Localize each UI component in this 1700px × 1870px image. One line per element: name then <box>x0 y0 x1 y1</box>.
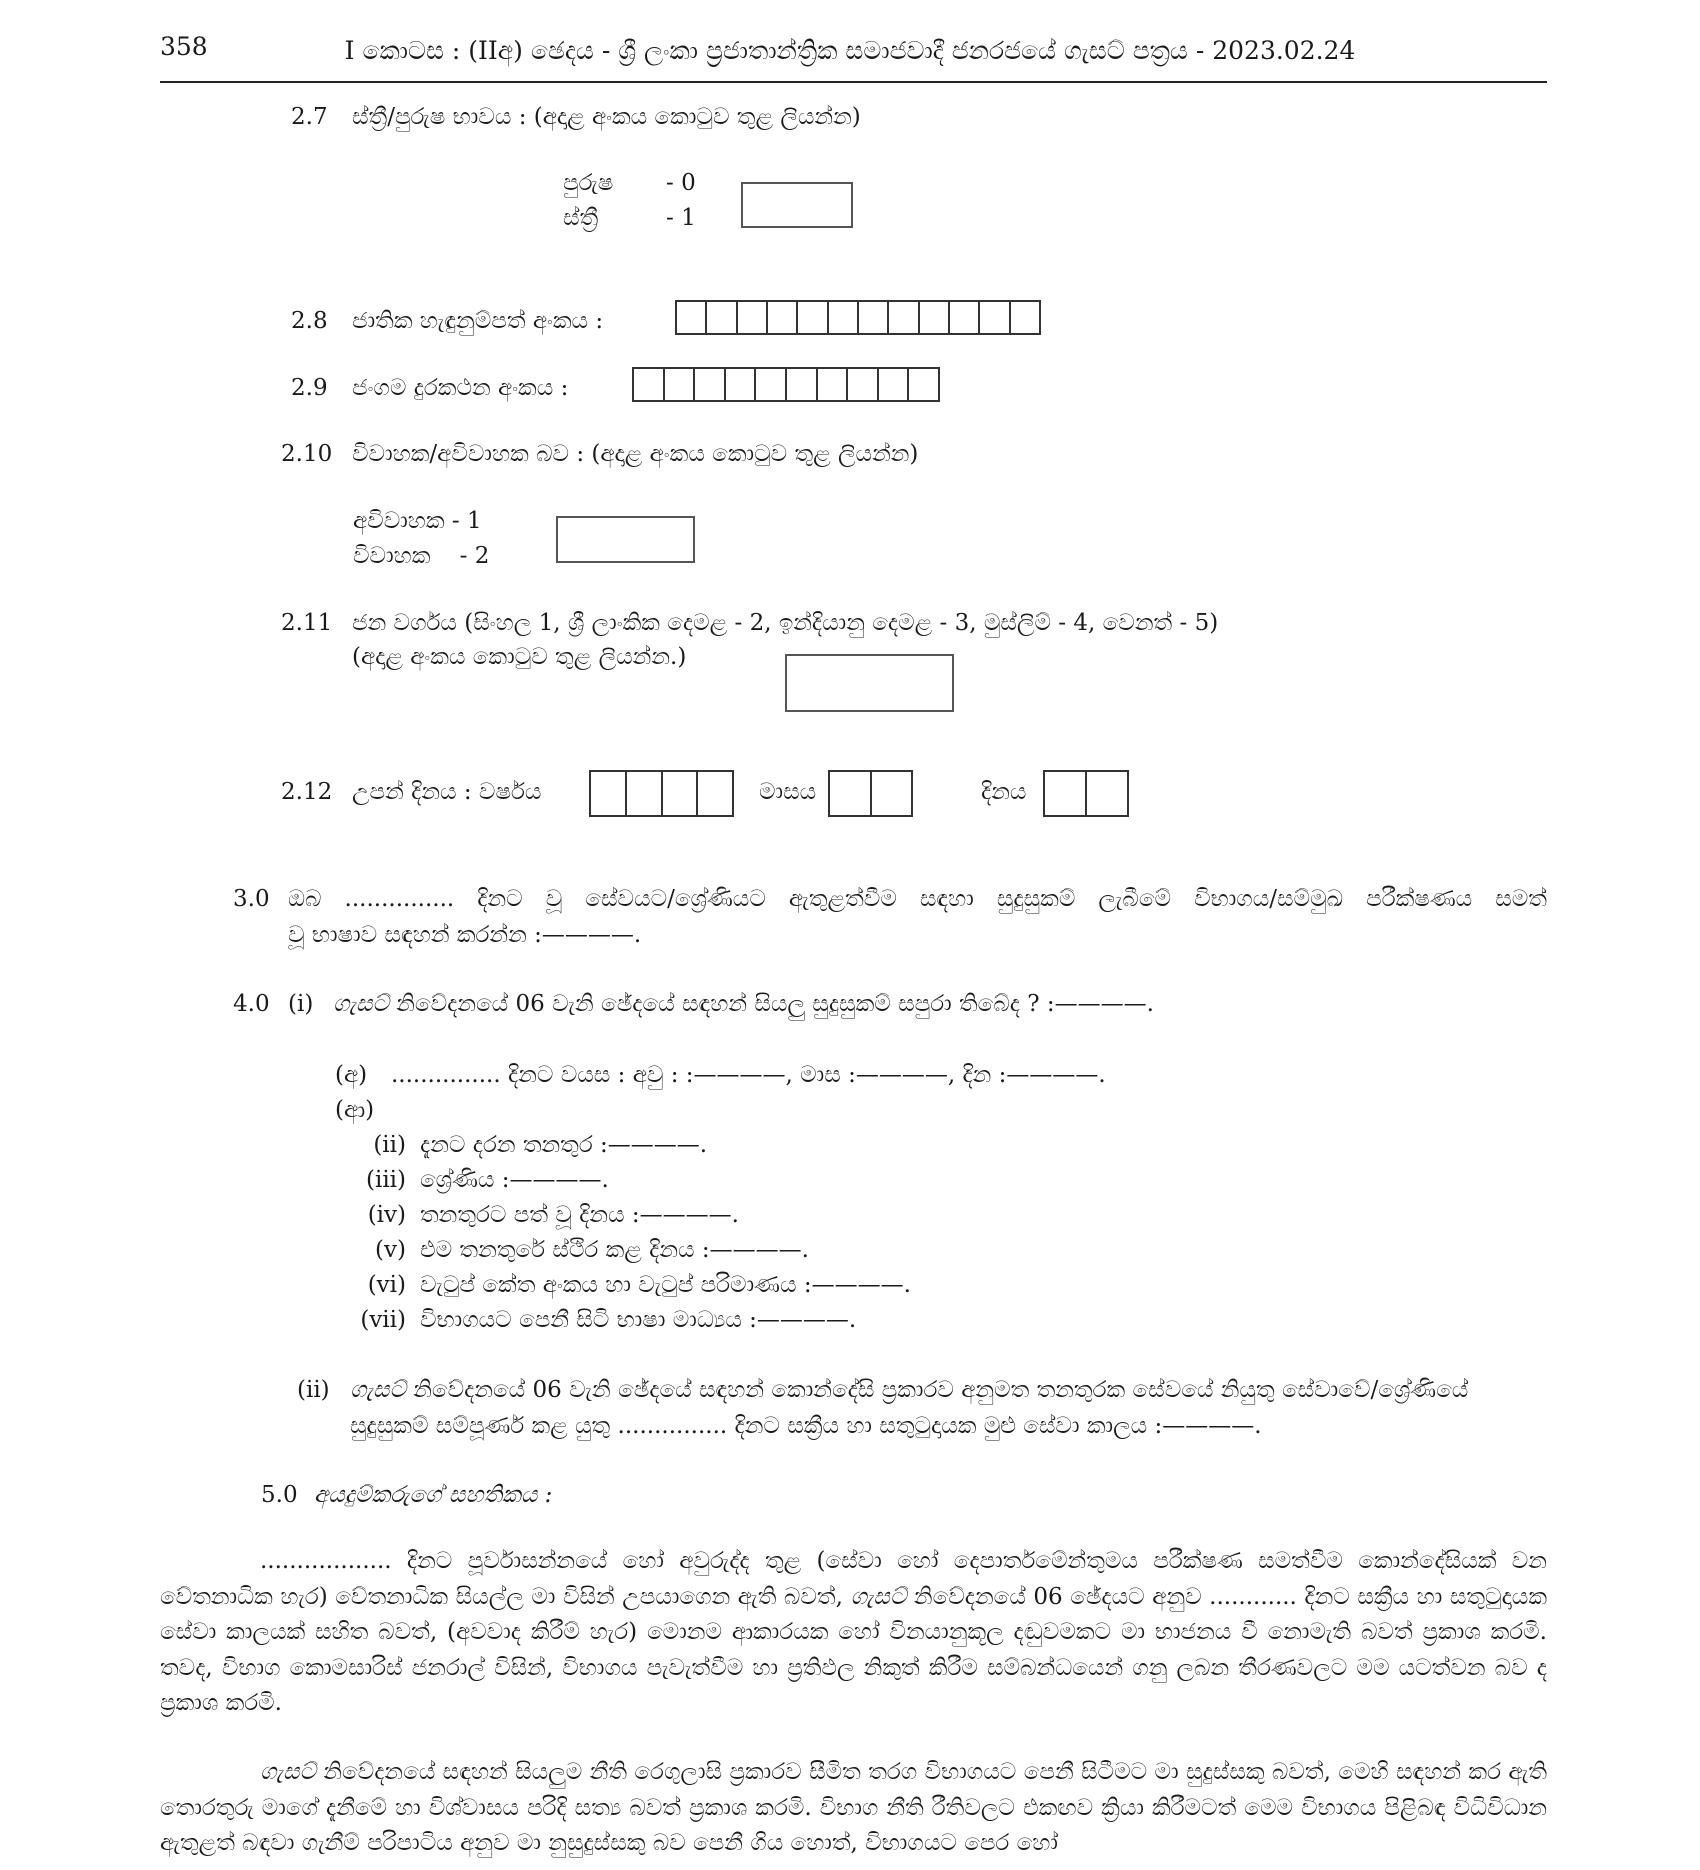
section-4-number: 4.0 <box>233 991 270 1017</box>
section-4-i-text <box>333 993 1154 1016</box>
gazette-italic: ගැසට් <box>350 1377 406 1403</box>
section-3-line-2: වූ භාෂාව සඳහන් කරන්න :————. <box>288 922 642 948</box>
item-2-11-label: ජන වර්ගය (සිංහල 1, ශ්‍රී ලාංකික දෙමළ - 2, ඉන්දියානු දෙමළ - 3, මුස්ලිම් - 4, වෙනත් - 5) <box>352 610 1219 636</box>
marital-option-married: විවාහක - 2 <box>353 543 490 569</box>
item-2-10-number: 2.10 <box>281 441 333 467</box>
certificate-paragraph-1 <box>160 1544 1547 1722</box>
gender-option-female-label: ස්ත්‍රී <box>563 205 599 231</box>
birth-month-cells[interactable] <box>828 770 913 817</box>
sub-item-text: එම තනතුරේ ස්ථිර කළ දිනය :————. <box>420 1237 809 1263</box>
sub-item-text: දැනට දරන තනතුර :————. <box>420 1132 708 1158</box>
birth-month-label: මාසය <box>759 779 817 805</box>
mobile-number-cells[interactable] <box>632 367 940 402</box>
gender-option-male-code: - 0 <box>666 170 696 196</box>
certificate-p1-part-a: .................. දිනට පූර්වාසන්නයේ හෝ අවුරුද්ද තුළ (සේවා හෝ දෙපාර්තමේන්තුමය පරීක්ෂණ සමත්වීම කොන්දේසියක් වන වේතනාධික හැර) වේතනාධික සියල්ල මා විසින් උපයාගෙන ඇති බවත්, <box>160 1548 1547 1610</box>
section-4-a-label: (අ) <box>335 1062 368 1088</box>
item-2-8-number: 2.8 <box>291 308 328 334</box>
sub-item-label: (ii) <box>373 1132 406 1158</box>
marital-option-unmarried: අවිවාහක - 1 <box>353 508 482 534</box>
sub-item-label: (vi) <box>367 1272 406 1298</box>
ethnicity-code-box[interactable] <box>785 654 954 712</box>
nic-number-cells[interactable] <box>675 300 1041 335</box>
birth-year-cells[interactable] <box>589 770 734 817</box>
item-2-11-instruction: (අදාළ අංකය කොටුව තුළ ලියන්න.) <box>352 644 687 670</box>
item-2-7-label: ස්ත්‍රී/පුරුෂ භාවය : (අදාළ අංකය කොටුව තුළ ලියන්න) <box>352 104 861 130</box>
section-4-i-label: (i) <box>288 991 314 1017</box>
sub-item-text: ශ්‍රේණිය :————. <box>420 1167 609 1193</box>
marital-status-code-box[interactable] <box>556 516 695 563</box>
birth-year-label: උපන් දිනය : වර්ෂය <box>352 779 542 805</box>
section-4-i-body: නිවේදනයේ 06 වැනි ඡේදයේ සඳහන් සියලු සුදුසුකම් සපුරා තිබේද ? :————. <box>396 991 1154 1017</box>
birth-day-label: දිනය <box>981 779 1027 805</box>
section-3-line-1: ඔබ ............... දිනට වූ සේවයට/ශ්‍රේණියට ඇතුළත්වීම සඳහා සුදුසුකම් ලැබීමේ විභාගය/සම්මුඛ පරීක්ෂණය සමත් <box>288 886 1547 912</box>
gazette-italic: ගැසට් <box>333 991 389 1017</box>
gazette-italic: ගැසට් <box>850 1583 907 1610</box>
item-2-12-number: 2.12 <box>281 779 333 805</box>
sub-item-label: (vii) <box>360 1307 406 1333</box>
sub-item-label: (iii) <box>365 1167 406 1193</box>
gender-option-female-code: - 1 <box>666 205 696 231</box>
gender-code-box[interactable] <box>741 182 853 228</box>
item-2-7-number: 2.7 <box>291 104 328 130</box>
section-4-aa-label: (ආ) <box>335 1097 375 1123</box>
sub-item-text: විභාගයට පෙනී සිටි භාෂා මාධ්‍යය :————. <box>420 1307 857 1333</box>
sub-item-text: වැටුප් කේත අංකය හා වැටුප් පරිමාණය :————. <box>420 1272 911 1298</box>
item-2-11-number: 2.11 <box>281 610 333 636</box>
gazette-italic: ගැසට් <box>260 1759 316 1785</box>
section-4-ii-line-2: සුදුසුකම් සම්පූර්ණ කළ යුතු ............... දිනට සක්‍රීය හා සතුටුදායක මුළු සේවා කාලය :————. <box>350 1413 1262 1439</box>
section-3-number: 3.0 <box>233 886 270 912</box>
item-2-10-label: විවාහක/අවිවාහක බව : (අදාළ අංකය කොටුව තුළ ලියන්න) <box>352 441 919 467</box>
gender-option-male-label: පුරුෂ <box>563 170 614 196</box>
sub-item-label: (iv) <box>367 1202 406 1228</box>
section-4-ii-line-1 <box>350 1379 1468 1402</box>
item-2-9-label: ජංගම දුරකථන අංකය : <box>352 375 569 401</box>
page-number: 358 <box>160 32 208 61</box>
section-4-ii-body: නිවේදනයේ 06 වැනි ඡේදයේ සඳහන් කොන්දේසි ප්‍රකාරව අනුමත තනතුරක සේවයේ නියුතු සේවාවේ/ශ්‍රේණියේ <box>413 1377 1469 1403</box>
certificate-p1-part-b: නිවේදනයේ 06 ඡේදයට අනුව ............ දිනට සක්‍රීය හා සතුටුදායක සේවා කාලයක් සහිත බවත්, (අවවාද කිරීම් හැර) මොනම ආකාරයක හෝ විනයානුකූල දඬුවමකට මා භාජනය වී නොමැති බවත් ප්‍රකාශ කරමි. තවද, විභාග කොමසාරිස් ජනරාල් විසින්, විභාගය පැවැත්වීම හා ප්‍රතිඵල නිකුත් කිරීම සම්බන්ධයෙන් ගනු ලබන තීරණවලට මම යටත්වන බව ද ප්‍රකාශ කරමි. <box>160 1583 1547 1716</box>
header-rule <box>160 81 1547 83</box>
gazette-header-title: I කොටස : (IIඅ) ඡෙදය - ශ්‍රී ලංකා ප්‍රජාතාන්ත්‍රික සමාජවාදී ජනරජයේ ගැසට් පත්‍රය - 2023.02.24 <box>344 36 1356 65</box>
section-5-number: 5.0 <box>261 1482 298 1508</box>
birth-day-cells[interactable] <box>1043 770 1129 817</box>
sub-item-text: තනතුරට පත් වූ දිනය :————. <box>420 1202 739 1228</box>
certificate-paragraph-2 <box>160 1755 1547 1862</box>
certificate-p2-text: නිවේදනයේ සඳහන් සියලුම නීති රෙගුලාසි ප්‍රකාරව සීමිත තරග විභාගයට පෙනී සිටීමට මා සුදුස්සකු බවත්, මෙහි සඳහන් කර ඇති තොරතුරු මාගේ දැනීමේ හා විශ්වාසය පරිදි සත්‍ය බවත් ප්‍රකාශ කරමි. විභාග නීති රීතිවලට එකඟව ක්‍රියා කිරීමටත් මෙම විභාගය පිළිබඳ විධිවිධාන ඇතුළත් බඳවා ගැනීම් පරිපාටිය අනුව මා නුසුදුස්සකු බව පෙනී ගිය හොත්, විභාගයට පෙර හෝ <box>160 1759 1548 1856</box>
item-2-9-number: 2.9 <box>291 375 328 401</box>
sub-item-label: (v) <box>375 1237 406 1263</box>
section-4-a-text: ............... දිනට වයස : අවු : :————, මාස :————, දින :————. <box>391 1062 1106 1088</box>
applicant-certificate-title: අයදුම්කරුගේ සහතිකය : <box>314 1482 553 1508</box>
item-2-8-label: ජාතික හැඳුනුම්පත් අංකය : <box>352 308 604 334</box>
section-4-ii-label: (ii) <box>297 1377 330 1403</box>
